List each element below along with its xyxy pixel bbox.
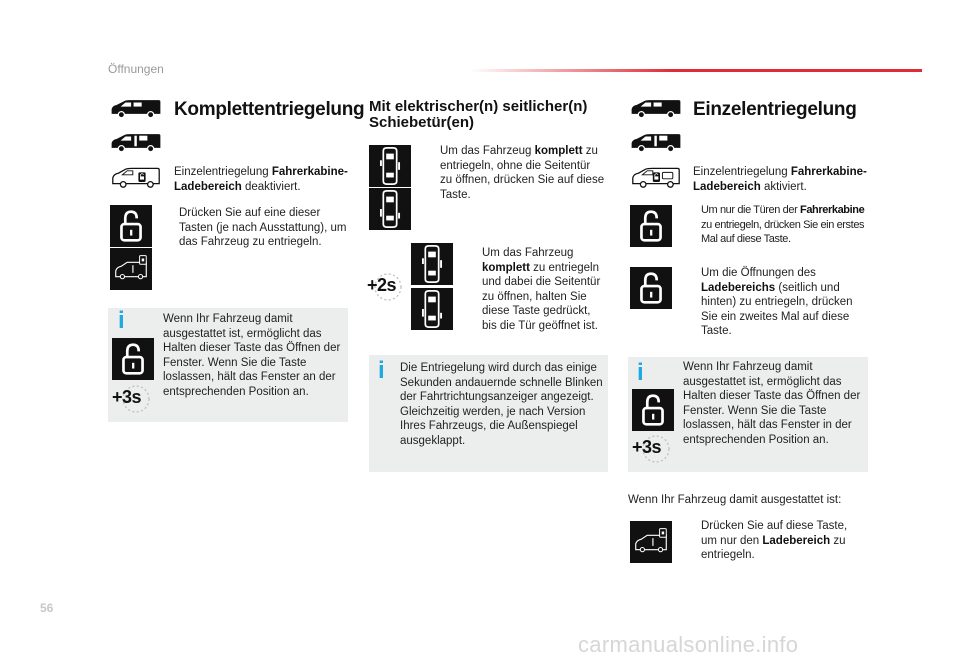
right-title: Einzelentriegelung — [693, 99, 857, 120]
right-equipped-text: Wenn Ihr Fahrzeug damit ausgestattet ist: — [628, 494, 842, 506]
middle-info-text: Die Entriegelung wird durch das einige Sekunden andauernde schnelle Blinken der Fahrtrichtungsanzeiger angezeigt. Gleichzeitig werden, je nach Version Ihres Fahrzeugs, die Außenspiegel ausgeklappt. — [400, 362, 603, 447]
right-step2: Um die Öffnungen des Ladebereichs (seitlich und hinten) zu entriegeln, drücken Sie ein zweites Mal auf diese Taste. — [701, 267, 853, 338]
door-unlock-hold-icon — [411, 243, 453, 285]
left-title: Komplettentriegelung — [174, 99, 365, 120]
info-icon: i — [378, 357, 385, 384]
van-side-icon — [110, 97, 162, 121]
info-icon: i — [118, 307, 125, 334]
door-unlock-hold-icon-alt — [411, 288, 453, 330]
page-number: 56 — [40, 601, 54, 615]
middle-step1: Um das Fahrzeug komplett zu entriegeln, ohne die Seitentür zu öffnen, drücken Sie auf diese Taste. — [440, 145, 605, 201]
van-open-door-icon — [630, 131, 682, 155]
van-side-icon — [630, 97, 682, 121]
unlock-button-icon — [110, 205, 152, 247]
unlock-button-icon — [630, 205, 672, 247]
section-title: Öffnungen — [108, 62, 164, 76]
hold-3s-icon: +3s — [110, 382, 154, 416]
watermark: carmanualsonline.info — [578, 632, 799, 657]
unlock-second-press-icon — [630, 267, 672, 309]
hold-2s-icon: +2s — [366, 270, 406, 304]
left-status: Einzelentriegelung Fahrerkabine-Ladebereich deaktiviert. — [174, 166, 348, 193]
left-info-text: Wenn Ihr Fahrzeug damit ausgestattet ist, ermöglicht das Halten dieser Taste das Öffnen der Fenster. Wenn Sie die Taste loslassen, hält das Fenster an der entsprechenden Position an. — [163, 313, 341, 398]
header-divider — [470, 69, 922, 72]
door-unlock-icon — [369, 145, 411, 187]
info-icon: i — [637, 359, 644, 386]
van-open-door-icon — [110, 131, 162, 155]
left-step: Drücken Sie auf eine dieser Tasten (je nach Ausstattung), um das Fahrzeug zu entriegeln. — [179, 207, 347, 249]
cargo-unlock-button-icon — [110, 248, 152, 290]
cargo-unlock-button-icon — [630, 521, 672, 563]
unlock-hold-icon — [112, 338, 154, 380]
middle-step2: Um das Fahrzeug komplett zu entriegeln und dabei die Seitentür zu öffnen, halten Sie diese Taste gedrückt, bis die Tür geöffnet ist. — [482, 247, 601, 332]
van-cargo-cabin-lock-icon — [630, 166, 682, 190]
right-status: Einzelentriegelung Fahrerkabine-Ladebereich aktiviert. — [693, 166, 867, 193]
middle-title: Mit elektrischer(n) seitlicher(n) Schiebetür(en) — [369, 98, 588, 131]
right-step1: Um nur die Türen der Fahrerkabine zu entriegeln, drücken Sie ein erstes Mal auf diese Taste. — [701, 204, 865, 246]
door-unlock-icon-alt — [369, 188, 411, 230]
right-info-text: Wenn Ihr Fahrzeug damit ausgestattet ist, ermöglicht das Halten dieser Taste das Öffnen der Fenster. Wenn Sie die Taste loslassen, hält das Fenster in der entsprechenden Position an. — [683, 361, 861, 446]
hold-3s-icon: +3s — [630, 432, 674, 466]
unlock-hold-icon — [632, 389, 674, 431]
van-cargo-lock-icon — [110, 166, 162, 190]
right-step3: Drücken Sie auf diese Taste, um nur den Ladebereich zu entriegeln. — [701, 520, 848, 562]
